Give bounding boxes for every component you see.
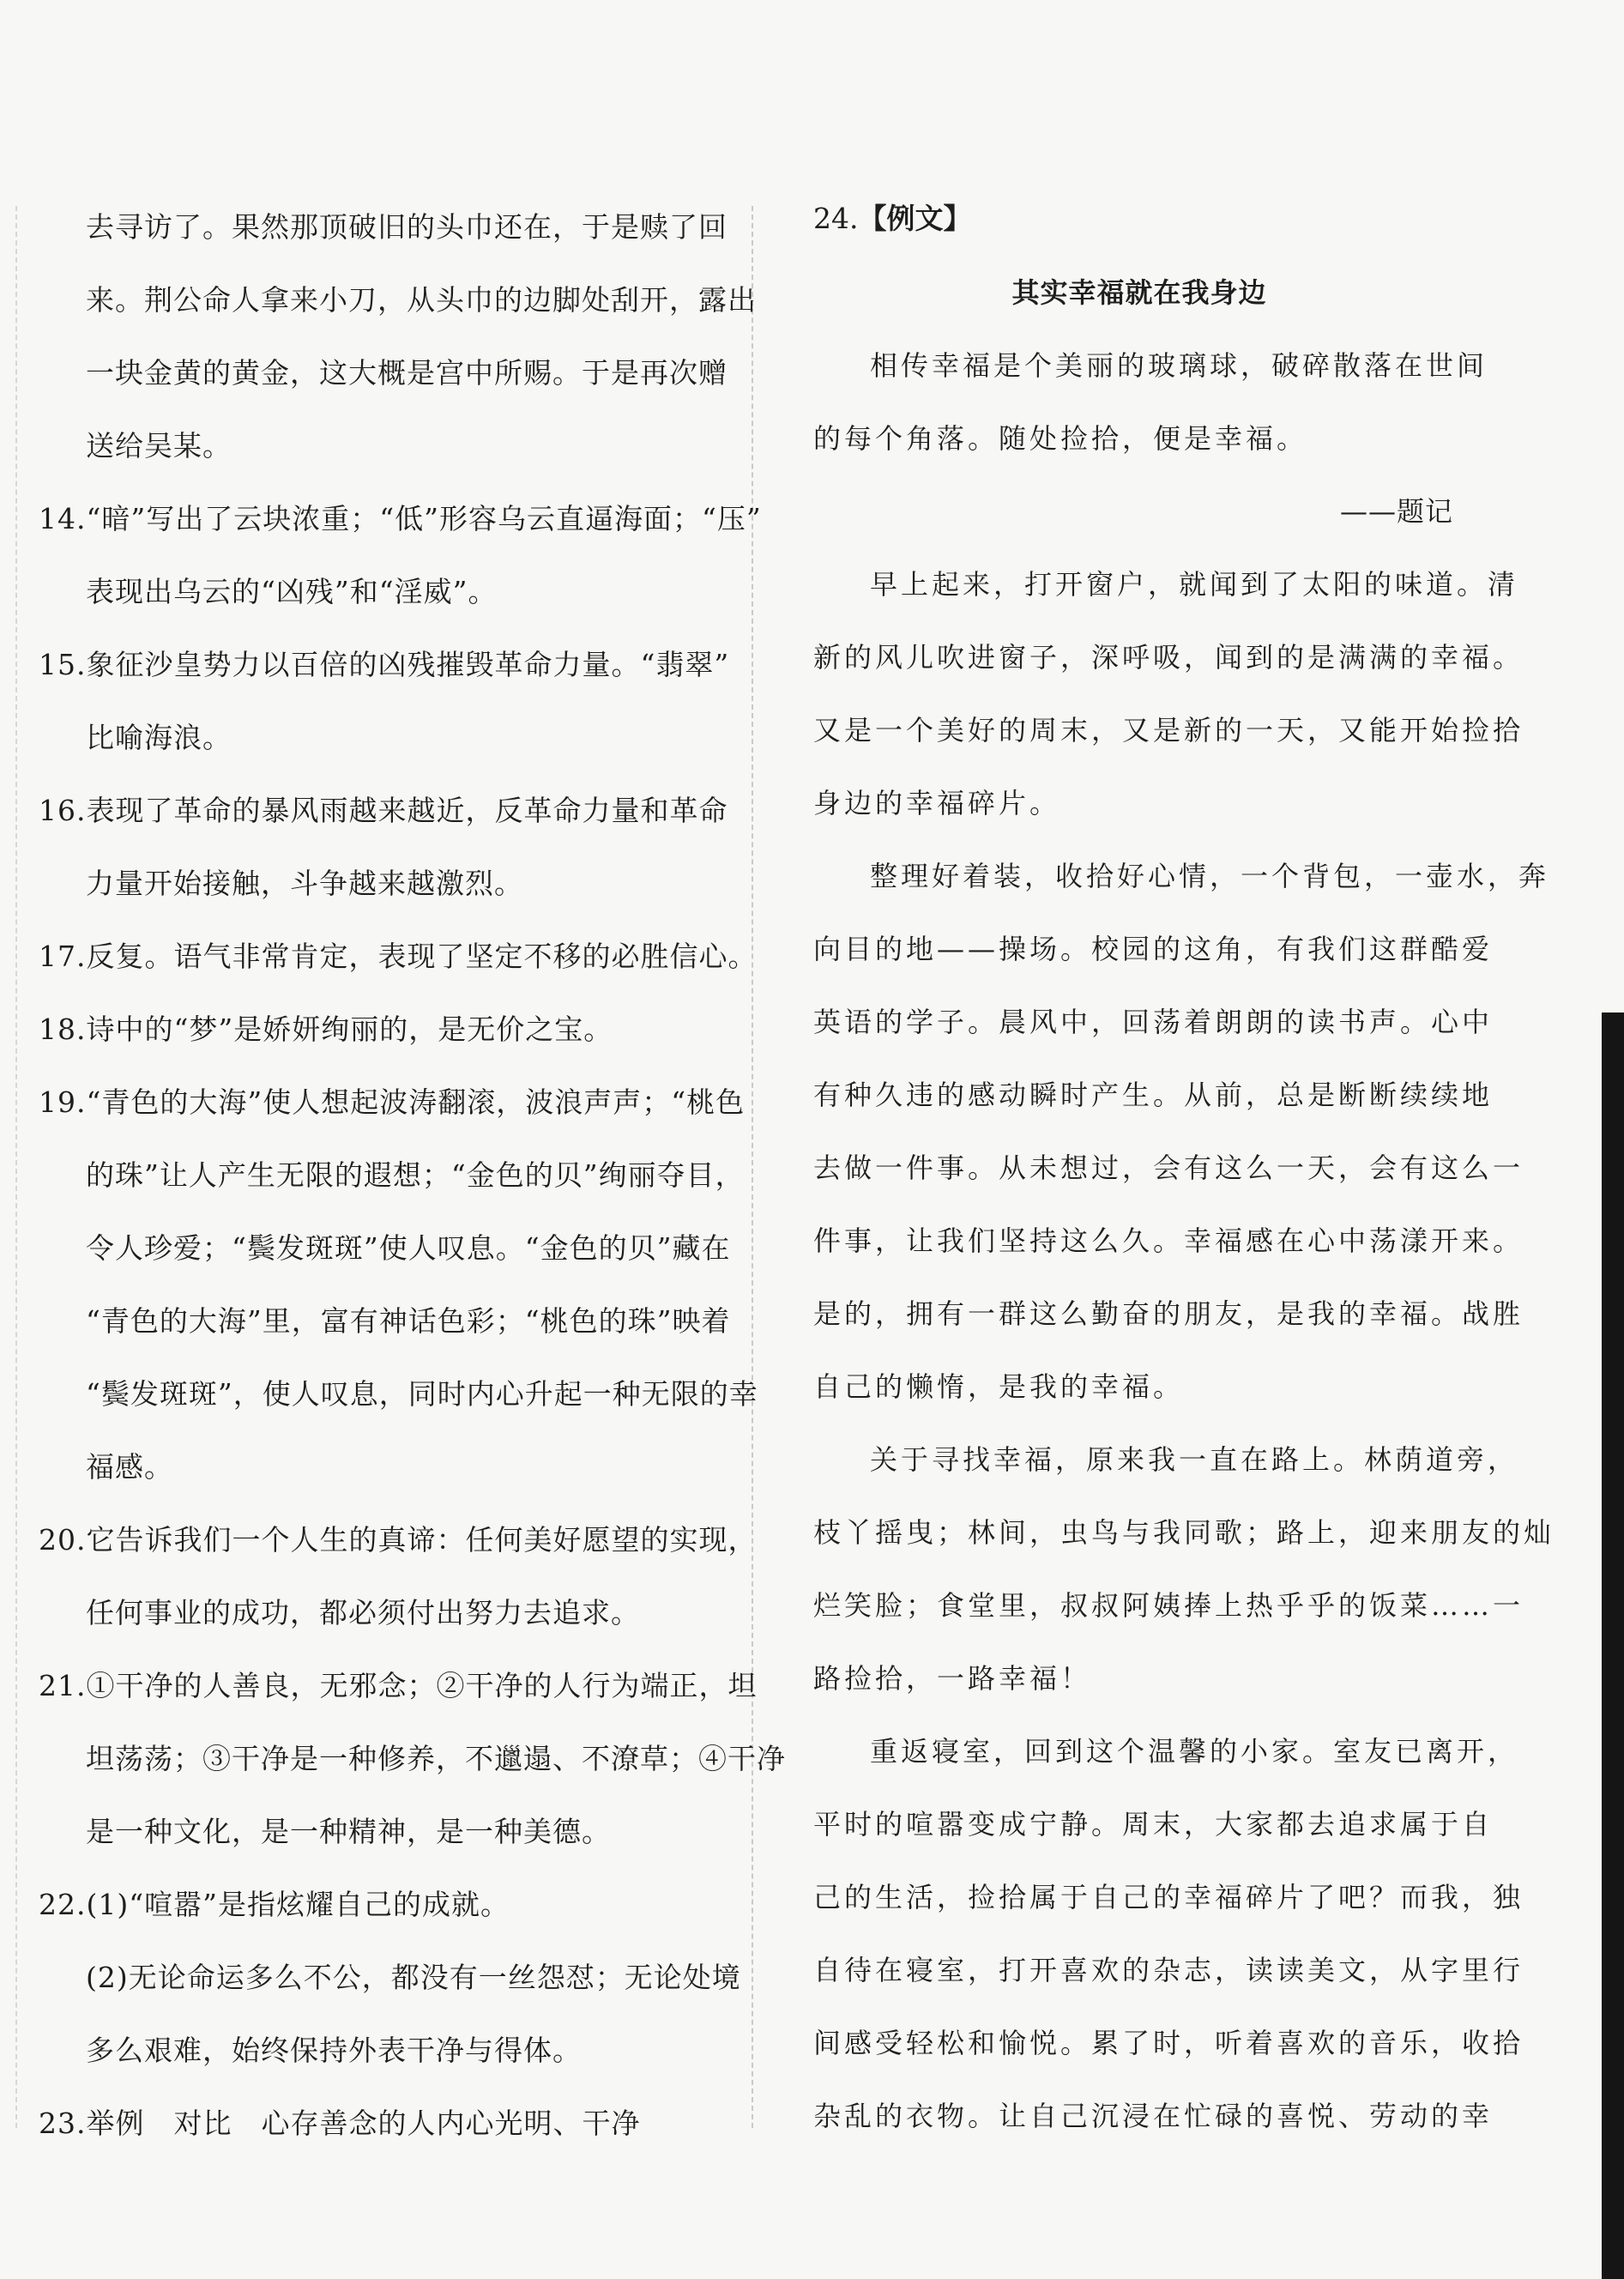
essay-line: 新的风儿吹进窗子，深呼吸，闻到的是满满的幸福。	[813, 641, 1524, 674]
answer-line: 22.(1)“喧嚣”是指炫耀自己的成就。	[39, 1888, 510, 1921]
essay-line: 平时的喧嚣变成宁静。周末，大家都去追求属于自	[813, 1808, 1494, 1841]
essay-line: 重返寝室，回到这个温馨的小家。室友已离开，	[870, 1735, 1519, 1768]
example-essay-label: 【例文】	[858, 202, 972, 235]
answer-line: 表现出乌云的“凶残”和“淫威”。	[86, 575, 498, 608]
answer-line: 送给吴某。	[86, 429, 232, 462]
answer-column-right	[813, 190, 1555, 2153]
essay-line: 己的生活，捡拾属于自己的幸福碎片了吧？而我，独	[813, 1881, 1524, 1913]
answer-line: 去寻访了。果然那顶破旧的头巾还在，于是赎了回	[86, 210, 727, 244]
epigraph-line: 的每个角落。随处捡拾，便是幸福。	[813, 422, 1308, 455]
essay-line: 是的，拥有一群这么勤奋的朋友，是我的幸福。战胜	[813, 1297, 1524, 1330]
answer-column-left	[39, 190, 786, 2160]
epigraph-line: 相传幸福是个美丽的玻璃球，破碎散落在世间	[870, 349, 1488, 382]
essay-line: 杂乱的衣物。让自己沉浸在忙碌的喜悦、劳动的幸	[813, 2100, 1494, 2132]
essay-line: 枝丫摇曳；林间，虫鸟与我同歌；路上，迎来朋友的灿	[813, 1516, 1555, 1549]
essay-line: 去做一件事。从未想过，会有这么一天，会有这么一	[813, 1152, 1524, 1184]
essay-line: 关于寻找幸福，原来我一直在路上。林荫道旁，	[870, 1443, 1519, 1476]
answer-line: 17.反复。语气非常肯定，表现了坚定不移的必胜信心。	[39, 940, 758, 973]
essay-line: 又是一个美好的周末，又是新的一天，又能开始捡拾	[813, 714, 1524, 747]
essay-line: 身边的幸福碎片。	[813, 787, 1061, 819]
answer-line: 20.它告诉我们一个人生的真谛：任何美好愿望的实现，	[39, 1523, 758, 1557]
page-edge-shadow	[1602, 1013, 1624, 2279]
answer-line: 来。荆公命人拿来小刀，从头巾的边脚处刮开，露出	[86, 283, 757, 317]
essay-body	[813, 329, 1555, 2153]
essay-title: 其实幸福就在我身边	[1011, 276, 1267, 309]
answer-line: 比喻海浪。	[86, 721, 232, 754]
answer-line: 一块金黄的黄金，这大概是宫中所赐。于是再次赠	[86, 356, 727, 390]
essay-line: 有种久违的感动瞬时产生。从前，总是断断续续地	[813, 1079, 1494, 1111]
answer-line: 19.“青色的大海”使人想起波涛翻滚，波浪声声；“桃色	[39, 1085, 746, 1119]
answer-line: 坦荡荡；③干净是一种修养，不邋遢、不潦草；④干净	[86, 1742, 786, 1775]
essay-line: 路捡拾，一路幸福！	[813, 1662, 1092, 1695]
answer-line: 任何事业的成功，都必须付出努力去追求。	[86, 1596, 640, 1629]
answer-line: “青色的大海”里，富有神话色彩；“桃色的珠”映着	[86, 1304, 731, 1338]
answer-line: 是一种文化，是一种精神，是一种美德。	[86, 1815, 611, 1848]
essay-paragraphs	[813, 548, 1555, 2153]
answer-line: 16.表现了革命的暴风雨越来越近，反革命力量和革命	[39, 794, 728, 827]
essay-line: 向目的地——操场。校园的这角，有我们这群酷爱	[813, 933, 1494, 965]
answer-line: (2)无论命运多么不公，都没有一丝怨怼；无论处境	[86, 1961, 741, 1994]
left-margin-rule	[15, 206, 17, 2128]
essay-line: 件事，让我们坚持这么久。幸福感在心中荡漾开来。	[813, 1224, 1524, 1257]
answer-line: 福感。	[86, 1450, 173, 1484]
essay-line: 早上起来，打开窗户，就闻到了太阳的味道。清	[870, 568, 1519, 601]
essay-line: 整理好着装，收拾好心情，一个背包，一壶水，奔	[870, 860, 1550, 892]
epigraph-signature: ——题记	[1339, 495, 1453, 528]
essay-line: 自己的懒惰，是我的幸福。	[813, 1370, 1185, 1403]
answer-line: 多么艰难，始终保持外表干净与得体。	[86, 2034, 582, 2067]
answer-line: 18.诗中的“梦”是娇妍绚丽的，是无价之宝。	[39, 1013, 613, 1046]
answer-line: 令人珍爱；“鬓发斑斑”使人叹息。“金色的贝”藏在	[86, 1231, 731, 1265]
essay-line: 烂笑脸；食堂里，叔叔阿姨捧上热乎乎的饭菜……一	[813, 1589, 1524, 1622]
answer-line: 15.象征沙皇势力以百倍的凶残摧毁革命力量。“翡翠”	[39, 648, 730, 681]
column-divider	[752, 206, 753, 2128]
question-number: 24.	[813, 202, 859, 235]
answer-line: “鬓发斑斑”，使人叹息，同时内心升起一种无限的幸	[86, 1377, 758, 1411]
answer-line: 力量开始接触，斗争越来越激烈。	[86, 867, 523, 900]
answer-line: 14.“暗”写出了云块浓重；“低”形容乌云直逼海面；“压”	[39, 502, 762, 535]
essay-line: 自待在寝室，打开喜欢的杂志，读读美文，从字里行	[813, 1954, 1524, 1986]
answer-line: 21.①干净的人善良，无邪念；②干净的人行为端正，坦	[39, 1669, 758, 1702]
answer-line: 23.举例 对比 心存善念的人内心光明、干净	[39, 2107, 641, 2140]
answer-line: 的珠”让人产生无限的遐想；“金色的贝”绚丽夺目，	[86, 1158, 745, 1192]
essay-line: 英语的学子。晨风中，回荡着朗朗的读书声。心中	[813, 1006, 1494, 1038]
essay-line: 间感受轻松和愉悦。累了时，听着喜欢的音乐，收拾	[813, 2027, 1524, 2059]
question-24-heading	[813, 182, 1465, 255]
